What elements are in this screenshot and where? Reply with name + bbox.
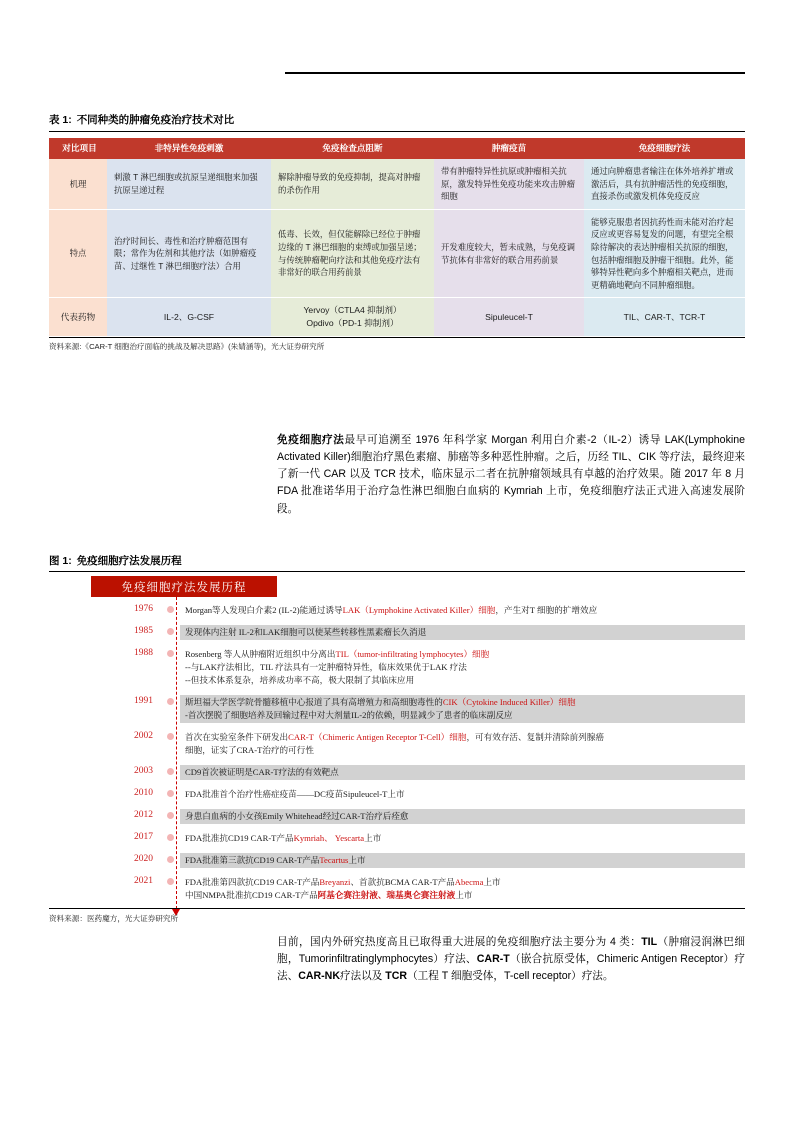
timeline-dot-icon	[160, 765, 180, 775]
timeline-dot-icon	[160, 853, 180, 863]
timeline-text-segment: ，产生对T 细胞的扩增效应	[495, 605, 598, 615]
timeline-text-segment: FDA批准抗CD19 CAR-T产品	[185, 833, 294, 843]
table-row	[49, 159, 745, 209]
timeline-event-line	[185, 626, 741, 639]
timeline-dot-icon	[160, 809, 180, 819]
timeline-event-text	[180, 787, 745, 802]
timeline-event-text	[180, 647, 745, 688]
timeline-event	[49, 730, 745, 758]
figure-title	[49, 553, 182, 568]
timeline-event-line	[185, 744, 741, 757]
table-row	[49, 209, 745, 298]
timeline-event-line	[185, 854, 741, 867]
timeline-event-text	[180, 809, 745, 824]
paragraph-four-therapy-types	[277, 934, 745, 985]
table-row-label: 代表药物	[49, 298, 107, 337]
timeline-year: 2012	[134, 810, 153, 820]
timeline-event-line	[185, 674, 741, 687]
timeline-year: 2010	[134, 788, 153, 798]
timeline-dot-icon	[160, 875, 180, 885]
paragraph-text-segment: （嵌合抗原受体，Chimeric Antigen Receptor）疗法、	[277, 953, 745, 983]
timeline-event-line	[185, 709, 741, 722]
timeline-year: 2021	[134, 876, 153, 886]
timeline-text-segment: ，可有效存活、复制并清除前列腺癌	[466, 732, 604, 742]
timeline-event-line	[185, 889, 741, 902]
timeline-text-segment: Morgan等人发现白介素2 (IL-2)能通过诱导	[185, 605, 343, 615]
timeline-text-segment: 阿基仑赛注射液、瑞基奥仑赛注射液	[317, 890, 456, 900]
paragraph-lead-term: 免疫细胞疗法	[277, 434, 345, 446]
timeline-event-line	[185, 832, 741, 845]
timeline-event-line	[185, 810, 741, 823]
timeline-event-text	[180, 625, 745, 640]
table-cell: 解除肿瘤导致的免疫抑制，提高对肿瘤的杀伤作用	[271, 159, 434, 209]
paragraph-body-text: 最早可追溯至 1976 年科学家 Morgan 利用白介素-2（IL-2）诱导 LAK(Lymphokine Activated Killer)细胞治疗黑色素瘤、肺癌等多种恶性肿瘤。之后，历经 TIL、CIK 等疗法，最终迎来了新一代 CAR 以及 TCR 技术，临床显示二者在抗肿瘤领域具有卓越的治疗效果。随 2017 年 8 月 FDA 批准诺华用于治疗急性淋巴细胞白血病的 Kymriah 上市，免疫细胞疗法正式进入高速发展阶段。	[277, 434, 745, 515]
timeline-event	[49, 853, 745, 868]
timeline-event-text	[180, 853, 745, 868]
paragraph-bold-term: TCR	[385, 970, 408, 983]
timeline-text-segment: --但技术体系复杂，培养成功率不高，极大限制了其临床应用	[185, 675, 415, 685]
table-cell: 开发难度较大，暂未成熟，与免疫调节抗体有非常好的联合用药前景	[434, 209, 584, 298]
timeline-text-segment: TIL（tumor-infiltrating lymphocytes）细胞	[335, 649, 490, 659]
table-cell: 刺激 T 淋巴细胞或抗原呈递细胞来加强抗原呈递过程	[107, 159, 271, 209]
timeline-event	[49, 787, 745, 802]
timeline-text-segment: FDA批准第三款抗CD19 CAR-T产品	[185, 855, 320, 865]
table-row-label: 机理	[49, 159, 107, 209]
figure-title-number: 图 1:	[49, 555, 72, 567]
timeline-text-segment: 上市	[455, 890, 473, 900]
comparison-table	[49, 138, 745, 337]
timeline-text-segment: Breyanzi	[319, 877, 351, 887]
table-header-cell-2: 免疫检查点阻断	[271, 138, 434, 159]
timeline-text-segment: Rosenberg 等人从肿瘤附近组织中分离出	[185, 649, 336, 659]
figure-source: 资料来源：医药魔方，光大证券研究所	[49, 914, 179, 923]
timeline-year: 2020	[134, 854, 153, 864]
timeline-event-line	[185, 766, 741, 779]
table-cell: IL-2、G-CSF	[107, 298, 271, 337]
timeline-year: 2017	[134, 832, 153, 842]
timeline-event	[49, 603, 745, 618]
timeline-banner: 免疫细胞疗法发展历程	[91, 576, 277, 597]
paragraph-text-segment: （工程 T 细胞受体，T-cell receptor）疗法。	[407, 970, 614, 983]
timeline-event-text	[180, 730, 745, 758]
timeline-text-segment: CAR-T（Chimeric Antigen Receptor T-Cell）细胞	[288, 732, 467, 742]
timeline-event-text	[180, 831, 745, 846]
table-title-text: 不同种类的肿瘤免疫治疗技术对比	[76, 114, 235, 126]
table-header-cell-0: 对比项目	[49, 138, 107, 159]
timeline-dot-icon	[160, 730, 180, 740]
timeline-dot-icon	[160, 695, 180, 705]
timeline-text-segment: 上市	[348, 855, 366, 865]
figure-title-text: 免疫细胞疗法发展历程	[76, 555, 182, 567]
timeline-dot-icon	[160, 625, 180, 635]
timeline-text-segment: 斯坦福大学医学院骨髓移植中心报道了具有高增殖力和高细胞毒性的	[185, 697, 443, 707]
table-cell: 能够克服患者因抗药性而未能对治疗起反应或更容易复发的问题，有望完全根除待解决的表达肿瘤相关抗原的细胞，包括肿瘤细胞及肿瘤干细胞。此外，能够特异性靶向多个肿瘤相关靶点，进而更精确地靶向不同肿瘤细胞。	[584, 209, 745, 298]
timeline-event-text	[180, 765, 745, 780]
table-cell: Sipuleucel-T	[434, 298, 584, 337]
paragraph-bold-term: TIL	[641, 936, 658, 948]
timeline-event-text	[180, 603, 745, 618]
figure-bottom-rule	[49, 908, 745, 909]
timeline-event	[49, 647, 745, 688]
timeline-event-text	[180, 875, 745, 903]
paragraph-immune-cell-history	[277, 432, 745, 518]
table-source: 资料来源:《CAR-T 细胞治疗面临的挑战及解决思路》(朱婧涵等)，光大证券研究所	[49, 342, 325, 351]
table-title-number: 表 1:	[49, 114, 72, 126]
timeline-event	[49, 809, 745, 824]
paragraph-bold-term: CAR-T	[476, 953, 510, 966]
paragraph-text-segment: 疗法以及	[339, 970, 386, 983]
table-cell: 治疗时间长、毒性和治疗肿瘤范围有限；常作为佐剂和其他疗法（如肿瘤疫苗、过继性 T 淋巴细胞疗法）合用	[107, 209, 271, 298]
table-title	[49, 112, 234, 127]
timeline-text-segment: FDA批准第四款抗CD19 CAR-T产品	[185, 877, 320, 887]
timeline-event	[49, 625, 745, 640]
table-header-row	[49, 138, 745, 159]
timeline-text-segment: 中国NMPA批准抗CD19 CAR-T产品	[185, 890, 318, 900]
timeline-text-segment: LAK（Lymphokine Activated Killer）细胞	[342, 605, 496, 615]
timeline-text-segment: Kymriah、 Yescarta	[293, 833, 365, 843]
timeline-event-line	[185, 788, 741, 801]
timeline-text-segment: 发现体内注射 IL-2和LAK细胞可以使某些转移性黑素瘤长久消退	[185, 627, 427, 637]
timeline-event-line	[185, 731, 741, 744]
timeline-text-segment: -首次摆脱了细胞培养及回输过程中对大剂量IL-2的依赖，明显减少了患者的临床副反应	[185, 710, 513, 720]
paragraph-text-segment: （肿瘤浸润淋巴细胞，Tumorinfiltratinglymphocytes）疗法、	[277, 936, 746, 966]
table-cell: 低毒、长效，但仅能解除已经位于肿瘤边缘的 T 淋巴细胞的束缚或加强呈递；与传统肿瘤靶向疗法和其他免疫疗法有非常好的联合用药前景	[271, 209, 434, 298]
timeline-dot-icon	[160, 647, 180, 657]
timeline-event-line	[185, 696, 741, 709]
timeline-event	[49, 831, 745, 846]
timeline-event	[49, 695, 745, 723]
timeline-text-segment: 细胞，证实了CRA-T治疗的可行性	[185, 745, 314, 755]
timeline-text-segment: 身患白血病的小女孩Emily Whitehead经过CAR-T治疗后痊愈	[185, 811, 409, 821]
timeline-text-segment: FDA批准首个治疗性癌症疫苗——DC疫苗Sipuleucel-T上市	[185, 789, 405, 799]
timeline-dot-icon	[160, 603, 180, 613]
table-title-rule	[49, 131, 745, 132]
table-bottom-rule	[49, 337, 745, 338]
table-header-cell-4: 免疫细胞疗法	[584, 138, 745, 159]
table-row-label: 特点	[49, 209, 107, 298]
timeline-text-segment: CIK（Cytokine Induced Killer）细胞	[442, 697, 576, 707]
timeline-dot-icon	[160, 787, 180, 797]
timeline-text-segment: 首次在实验室条件下研发出	[185, 732, 289, 742]
page-header-rule	[285, 72, 745, 74]
timeline-text-segment: Abecma	[454, 877, 484, 887]
timeline-year: 1976	[134, 604, 153, 614]
timeline-event-line	[185, 876, 741, 889]
timeline-event	[49, 765, 745, 780]
timeline-text-segment: CD9首次被证明是CAR-T疗法的有效靶点	[185, 767, 339, 777]
timeline-dot-icon	[160, 831, 180, 841]
timeline-event-line	[185, 648, 741, 661]
timeline-year: 1988	[134, 648, 153, 658]
paragraph-bold-term: CAR-NK	[298, 970, 340, 983]
timeline-year: 2003	[134, 766, 153, 776]
timeline-text-segment: Tecartus	[319, 855, 349, 865]
table-cell: TIL、CAR-T、TCR-T	[584, 298, 745, 337]
timeline-event	[49, 875, 745, 903]
timeline-text-segment: 上市	[364, 833, 382, 843]
table-header-cell-1: 非特异性免疫刺激	[107, 138, 271, 159]
timeline-text-segment: 、首款抗BCMA CAR-T产品	[350, 877, 455, 887]
timeline-figure	[49, 572, 745, 904]
paragraph-text-segment: 目前，国内外研究热度高且已取得重大进展的免疫细胞疗法主要分为 4 类：	[277, 936, 642, 948]
table-row	[49, 298, 745, 337]
timeline-text-segment: 上市	[483, 877, 501, 887]
table-cell: 通过向肿瘤患者输注在体外培养扩增或激活后，具有抗肿瘤活性的免疫细胞，直接杀伤或激发机体免疫反应	[584, 159, 745, 209]
timeline-year: 1991	[134, 696, 153, 706]
table-cell: Yervoy（CTLA4 抑制剂） Opdivo（PD-1 抑制剂）	[271, 298, 434, 337]
timeline-event-line	[185, 604, 741, 617]
timeline-text-segment: --与LAK疗法相比，TIL 疗法具有一定肿瘤特异性，临床效果优于LAK 疗法	[185, 662, 467, 672]
table-header-cell-3: 肿瘤疫苗	[434, 138, 584, 159]
timeline-event-text	[180, 695, 745, 723]
table-cell: 带有肿瘤特异性抗原或肿瘤相关抗原，激发特异性免疫功能来攻击肿瘤细胞	[434, 159, 584, 209]
timeline-year: 1985	[134, 626, 153, 636]
timeline-year: 2002	[134, 731, 153, 741]
timeline-event-line	[185, 661, 741, 674]
